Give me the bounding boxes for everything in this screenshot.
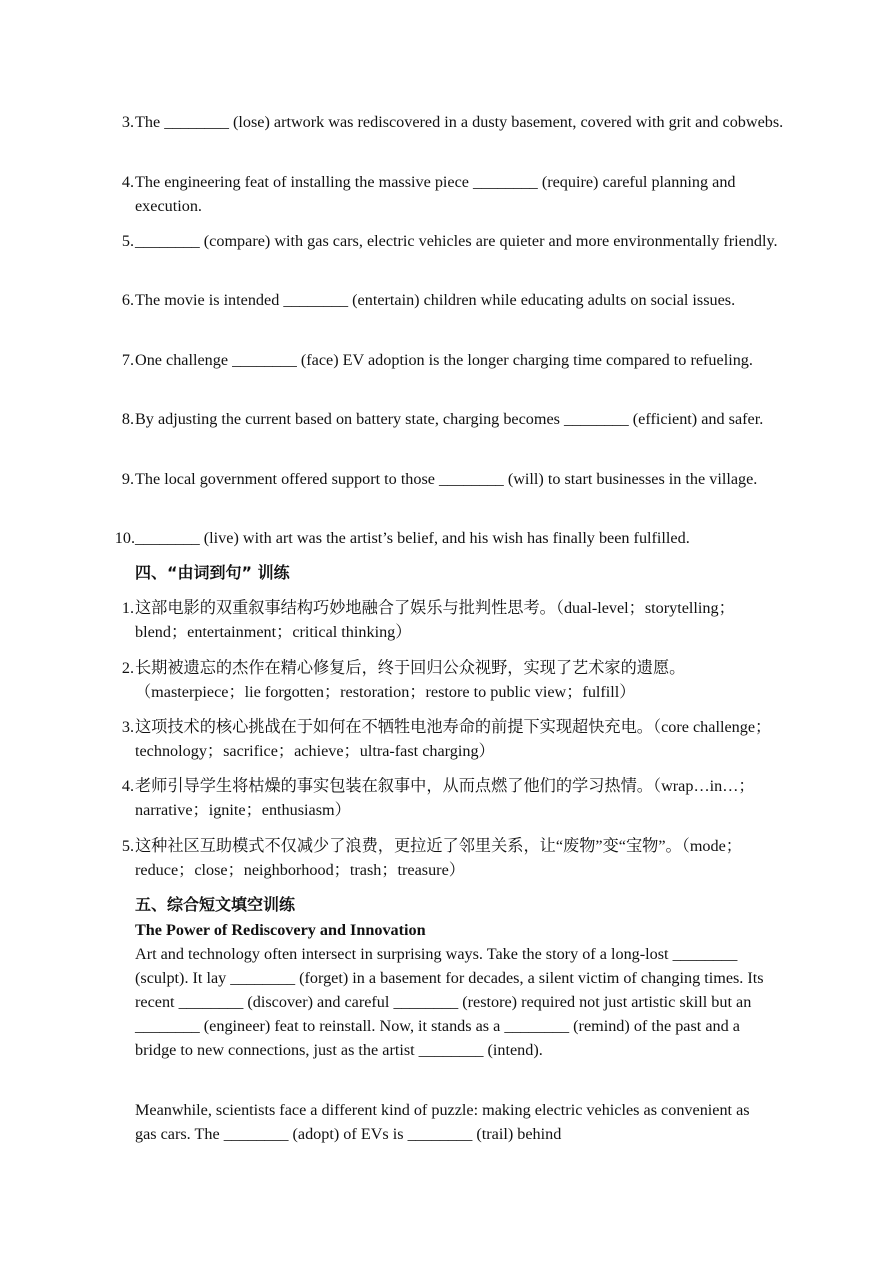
item-number: 6.: [121, 291, 134, 309]
section-4-heading: 四、“由词到句” 训练: [135, 563, 290, 582]
passage-paragraph-1: Art and technology often intersect in surprising ways. Take the story of a long-lost ________ (sculpt). It lay ________ (forget) in a basement for decades, a silent victim of changing times. Its recent ________ (discover) and careful ________ (restore) required not just artistic skill but an ________ (engineer) feat to reinstall. Now, it stands as a ________ (remind) of the past and a bridge to new connections, just as the artist ________ (intend).: [135, 945, 764, 1059]
translation-item-5: [104, 834, 784, 882]
item-text: ________ (live) with art was the artist’s belief, and his wish has finally been fulfilled.: [135, 529, 690, 547]
passage-title: The Power of Rediscovery and Innovation: [135, 921, 426, 939]
item-number: 4.: [121, 777, 134, 795]
exercise-item-10: [100, 526, 780, 550]
section-5-heading: 五、综合短文填空训练: [135, 895, 296, 914]
item-text: 长期被遗忘的杰作在精心修复后，终于回归公众视野，实现了艺术家的遗愿。（masterpiece；lie forgotten；restoration；restore to public view；fulfill）: [135, 659, 686, 701]
exercise-item-8: [104, 407, 784, 431]
exercise-item-7: [104, 348, 784, 372]
item-number: 3.: [121, 718, 134, 736]
item-text: 这种社区互助模式不仅减少了浪费，更拉近了邻里关系，让“废物”变“宝物”。（mode；reduce；close；neighborhood；trash；treasure）: [135, 837, 742, 879]
item-text: 老师引导学生将枯燥的事实包装在叙事中，从而点燃了他们的学习热情。（wrap…in…；narrative；ignite；enthusiasm）: [135, 777, 755, 819]
exercise-item-5: [104, 229, 784, 253]
item-number: 7.: [121, 351, 134, 369]
item-number: 2.: [121, 659, 134, 677]
translation-item-2: [104, 656, 784, 704]
item-number: 10.: [114, 529, 135, 547]
item-number: 5.: [121, 232, 134, 250]
exercise-item-9: [104, 467, 784, 491]
item-text: The engineering feat of installing the massive piece ________ (require) careful planning and execution.: [135, 173, 736, 215]
translation-item-4: [104, 774, 784, 822]
item-text: The ________ (lose) artwork was rediscovered in a dusty basement, covered with grit and cobwebs.: [135, 113, 784, 131]
item-text: By adjusting the current based on battery state, charging becomes ________ (efficient) and safer.: [135, 410, 764, 428]
exercise-item-4: [104, 170, 784, 218]
item-number: 4.: [121, 173, 134, 191]
item-text: One challenge ________ (face) EV adoption is the longer charging time compared to refueling.: [135, 351, 753, 369]
item-text: 这项技术的核心挑战在于如何在不牺牲电池寿命的前提下实现超快充电。（core challenge；technology；sacrifice；achieve；ultra-fast charging）: [135, 718, 772, 760]
item-text: The movie is intended ________ (entertain) children while educating adults on social issues.: [135, 291, 736, 309]
item-number: 5.: [121, 837, 134, 855]
item-number: 8.: [121, 410, 134, 428]
translation-item-1: [104, 596, 784, 644]
passage-paragraph-2: Meanwhile, scientists face a different kind of puzzle: making electric vehicles as convenient as gas cars. The ________ (adopt) of EVs is ________ (trail) behind: [135, 1101, 750, 1143]
exercise-item-6: [104, 288, 784, 312]
item-text: 这部电影的双重叙事结构巧妙地融合了娱乐与批判性思考。（dual-level；storytelling；blend；entertainment；critical thinking）: [135, 599, 735, 641]
item-text: ________ (compare) with gas cars, electric vehicles are quieter and more environmentally friendly.: [135, 232, 778, 250]
item-number: 3.: [121, 113, 134, 131]
item-number: 1.: [121, 599, 134, 617]
item-text: The local government offered support to those ________ (will) to start businesses in the village.: [135, 470, 758, 488]
translation-item-3: [104, 715, 784, 763]
item-number: 9.: [121, 470, 134, 488]
exercise-item-3: [104, 110, 784, 134]
